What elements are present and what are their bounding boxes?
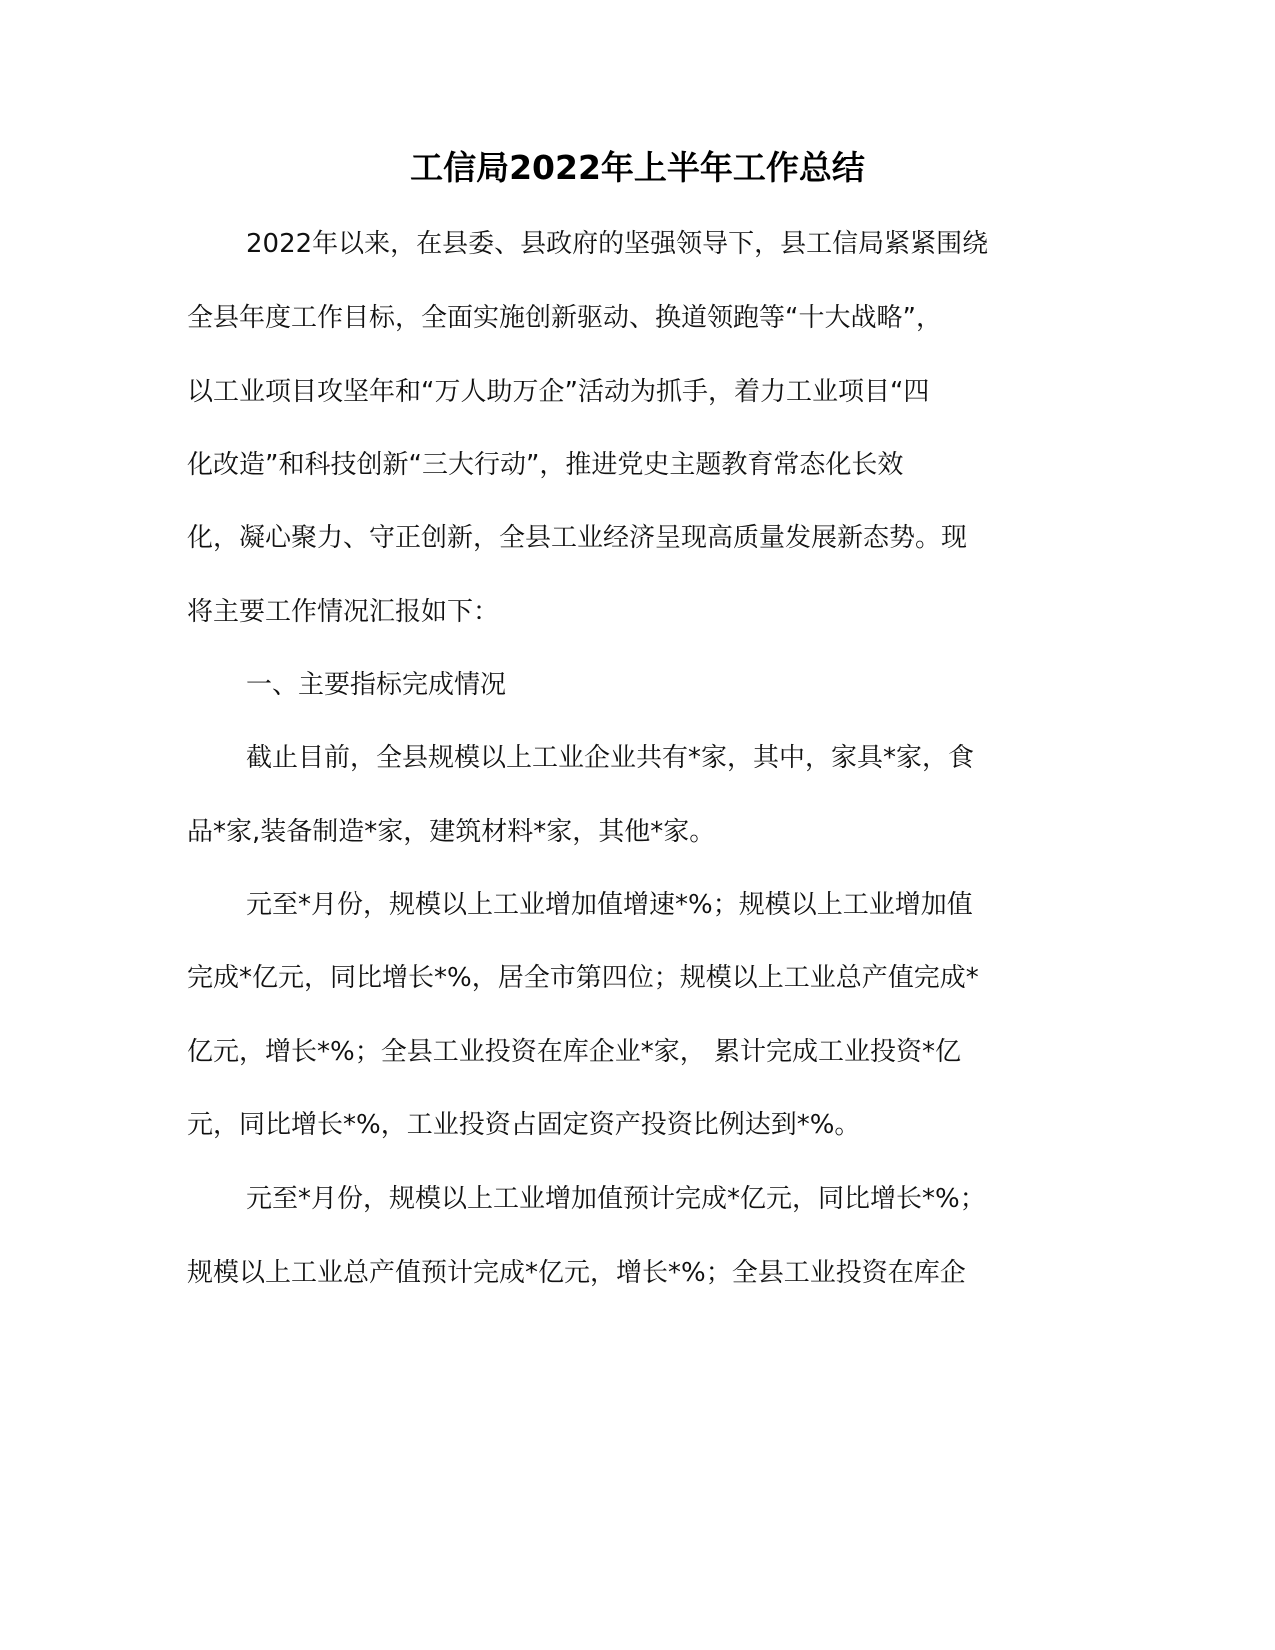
paragraph-line: 截止目前，全县规模以上工业企业共有*家，其中，家具*家，食 [246, 743, 975, 773]
paragraph-line: 元至*月份，规模以上工业增加值增速*%；规模以上工业增加值 [246, 890, 973, 920]
paragraph-line: 全县年度工作目标，全面实施创新驱动、换道领跑等“十大战略”， [187, 303, 942, 333]
paragraph-line: 元，同比增长*%，工业投资占固定资产投资比例达到*%。 [187, 1110, 861, 1140]
paragraph-line: 化改造”和科技创新“三大行动”，推进党史主题教育常态化长效 [187, 450, 904, 480]
paragraph-line: 2022年以来，在县委、县政府的坚强领导下，县工信局紧紧围绕 [246, 229, 989, 259]
paragraph-line: 亿元，增长*%；全县工业投资在库企业*家， 累计完成工业投资*亿 [187, 1037, 961, 1067]
paragraph-line: 完成*亿元，同比增长*%，居全市第四位；规模以上工业总产值完成* [187, 963, 979, 993]
section-heading: 一、主要指标完成情况 [246, 670, 507, 700]
paragraph-line: 规模以上工业总产值预计完成*亿元，增长*%；全县工业投资在库企 [187, 1258, 966, 1288]
paragraph-line: 品*家,装备制造*家，建筑材料*家，其他*家。 [187, 817, 716, 847]
paragraph-line: 将主要工作情况汇报如下： [187, 597, 500, 627]
paragraph-line: 化，凝心聚力、守正创新，全县工业经济呈现高质量发展新态势。现 [187, 523, 968, 553]
document-title: 工信局2022年上半年工作总结 [410, 148, 865, 187]
paragraph-line: 元至*月份，规模以上工业增加值预计完成*亿元，同比增长*%； [246, 1184, 986, 1214]
paragraph-line: 以工业项目攻坚年和“万人助万企”活动为抓手，着力工业项目“四 [187, 377, 930, 407]
